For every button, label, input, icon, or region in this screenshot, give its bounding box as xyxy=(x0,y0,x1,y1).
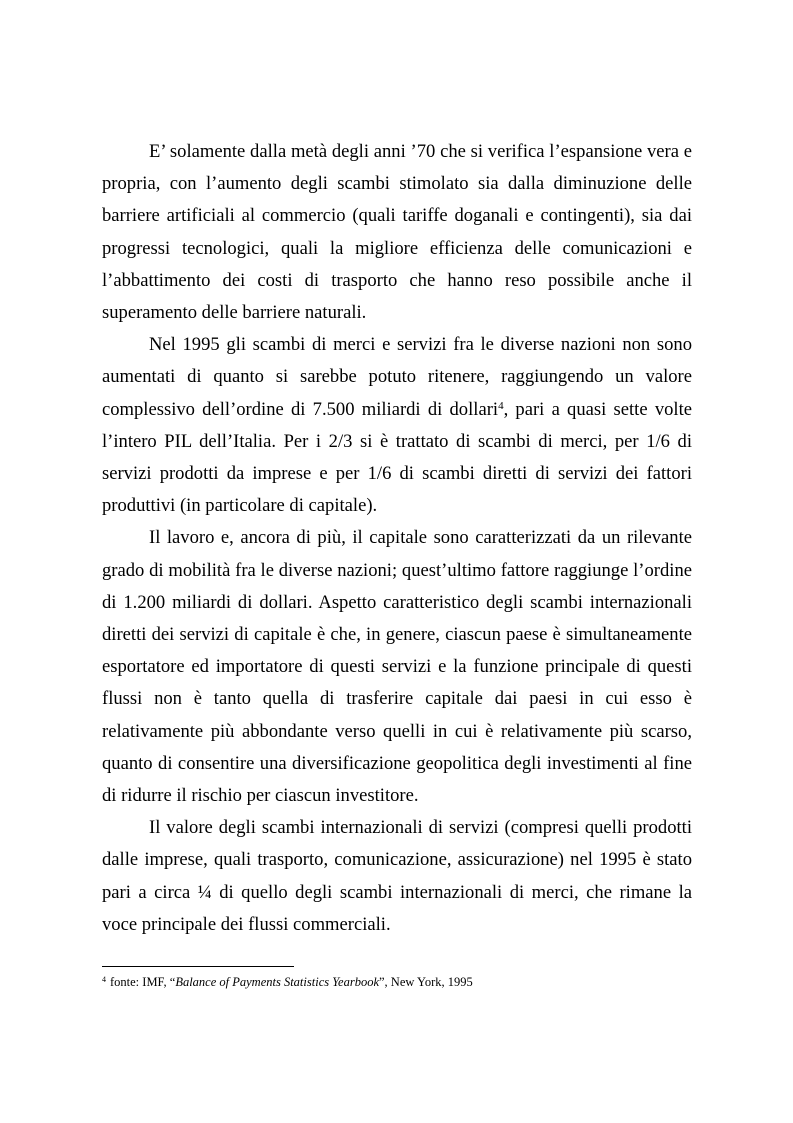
footnote-marker: 4 xyxy=(102,975,106,984)
footnote-source-title: Balance of Payments Statistics Yearbook xyxy=(175,975,379,989)
body-text xyxy=(102,136,692,941)
paragraph-2-text-before: Nel 1995 gli scambi di merci e servizi fra le diverse nazioni non sono aumentati di quanto si sarebbe potuto ritenere, raggiungendo un valore complessivo dell’ordine di 7.500 miliardi di dollari xyxy=(102,334,692,420)
footnote-separator xyxy=(102,966,294,967)
footnote-text xyxy=(110,975,473,989)
paragraph-4: Il valore degli scambi internazionali di servizi (compresi quelli prodotti dalle imprese, quali trasporto, comunicazione, assicurazione) nel 1995 è stato pari a circa ¼ di quello degli scambi internazionali di merci, che rimane la voce principale dei flussi commerciali. xyxy=(102,817,692,935)
footnote xyxy=(102,974,692,990)
footnote-prefix: fonte: IMF, “ xyxy=(110,975,176,989)
footnote-reference[interactable]: 4 xyxy=(498,399,504,412)
paragraph-2 xyxy=(102,329,692,522)
paragraph-3: Il lavoro e, ancora di più, il capitale sono caratterizzati da un rilevante grado di mobilità fra le diverse nazioni; quest’ultimo fattore raggiunge l’ordine di 1.200 miliardi di dollari. Aspetto caratteristico degli scambi internazionali diretti dei servizi di capitale è che, in genere, ciascun paese è simultaneamente esportatore ed importatore di questi servizi e la funzione principale di questi flussi non è tanto quella di trasferire capitale dai paesi in cui esso è relativamente più abbondante verso quelli in cui è relativamente più scarso, quanto di consentire una diversificazione geopolitica degli investimenti al fine di ridurre il rischio per ciascun investitore. xyxy=(102,527,692,807)
paragraph-2-text-after: , pari a quasi sette volte l’intero PIL dell’Italia. Per i 2/3 si è trattato di scambi di merci, per 1/6 di servizi prodotti da imprese e per 1/6 di scambi diretti di servizi dei fattori produttivi (in particolare di capitale). xyxy=(102,398,692,517)
footnote-suffix: ”, New York, 1995 xyxy=(379,975,473,989)
paragraph-1: E’ solamente dalla metà degli anni ’70 che si verifica l’espansione vera e propria, con l’aumento degli scambi stimolato sia dalla diminuzione delle barriere artificiali al commercio (quali tariffe doganali e contingenti), sia dai progressi tecnologici, quali la migliore efficienza delle comunicazioni e l’abbattimento dei costi di trasporto che hanno reso possibile anche il superamento delle barriere naturali. xyxy=(102,141,692,324)
